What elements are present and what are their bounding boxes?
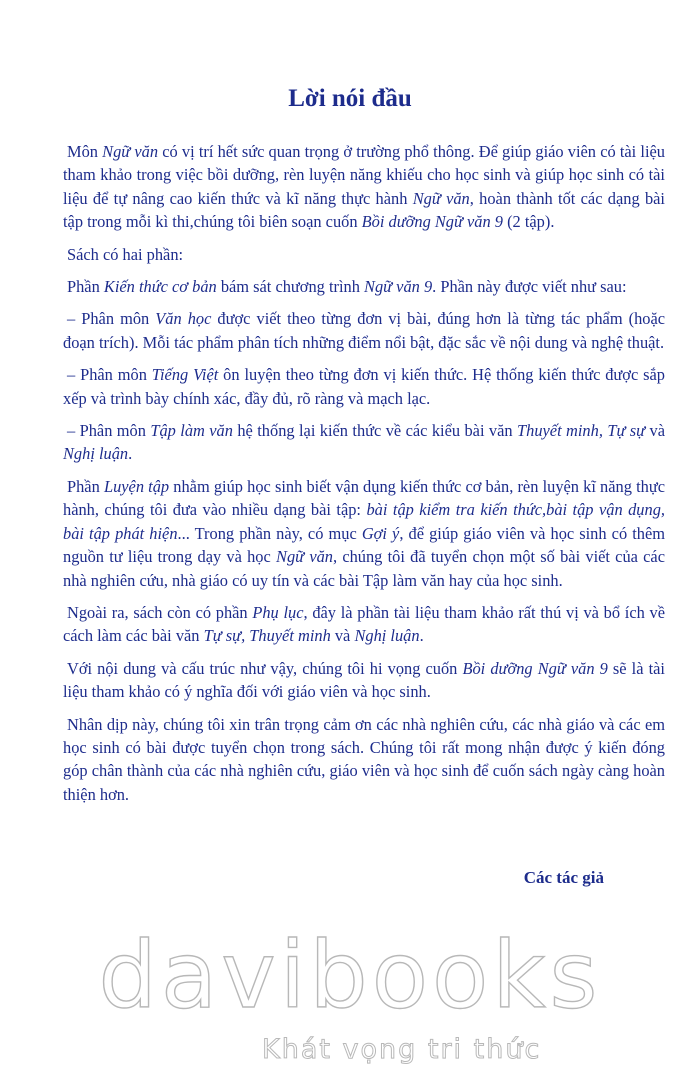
- paragraph-6: – Phân môn Tập làm văn hệ thống lại kiến thức về các kiểu bài văn Thuyết minh, Tự sự và Nghị luận.: [63, 421, 666, 464]
- watermark-logo: davibooks: [98, 922, 602, 1029]
- paragraph-10: Nhân dịp này, chúng tôi xin trân trọng cảm ơn các nhà nghiên cứu, các nhà giáo và các em học sinh có bài được tuyển chọn trong sách. Chúng tôi rất mong nhận được ý kiến đóng góp chân thành của các nhà nghiên cứu, giáo viên và học sinh để cuốn sách ngày càng hoàn thiện hơn.: [63, 714, 665, 804]
- paragraph-5: – Phân môn Tiếng Việt ôn luyện theo từng đơn vị kiến thức. Hệ thống kiến thức được sắp xếp và trình bày chính xác, đầy đủ, rõ ràng và mạch lạc.: [63, 365, 665, 408]
- watermark-tagline: Khát vọng tri thức: [262, 1034, 542, 1065]
- page-title: Lời nói đầu: [288, 85, 412, 112]
- signature: Các tác giả: [523, 868, 604, 887]
- paragraph-4: – Phân môn Văn học được viết theo từng đơn vị bài, đúng hơn là từng tác phẩm (hoặc đoạn trích). Mỗi tác phẩm phân tích những điểm nổi bật, đặc sắc về nội dung và nghệ thuật.: [63, 309, 666, 352]
- paragraph-8: Ngoài ra, sách còn có phần Phụ lục, đây là phần tài liệu tham khảo rất thú vị và bổ ích về cách làm các bài văn Tự sự, Thuyết minh và Nghị luận.: [63, 602, 665, 646]
- paragraph-9: Với nội dung và cấu trúc như vậy, chúng tôi hi vọng cuốn Bồi dưỡng Ngữ văn 9 sẽ là tài liệu tham khảo có ý nghĩa đối với giáo viên và học sinh.: [63, 658, 665, 702]
- paragraph-2: Sách có hai phần:: [67, 244, 184, 264]
- paragraph-1: Môn Ngữ văn có vị trí hết sức quan trọng ở trường phổ thông. Để giúp giáo viên có tài liệu tham khảo trong việc bồi dưỡng, rèn luyện năng khiếu cho học sinh và giúp học sinh có tài liệu để tự nâng cao kiến thức và kĩ năng thực hành Ngữ văn, hoàn thành tốt các dạng bài tập trong mỗi kì thi,chúng tôi biên soạn cuốn Bồi dưỡng Ngữ văn 9 (2 tập).: [63, 142, 665, 232]
- preface-body: [63, 140, 665, 815]
- paragraph-7: Phần Luyện tập nhằm giúp học sinh biết vận dụng kiến thức cơ bản, rèn luyện kĩ năng thực hành, chúng tôi đưa vào nhiều dạng bài tập: bài tập kiểm tra kiến thức,bài tập vận dụng, bài tập phát hiện... Trong phần này, có mục Gợi ý, để giúp giáo viên và học sinh có thêm nguồn tư liệu trong dạy và học Ngữ văn, chúng tôi đã tuyển chọn một số bài viết của các nhà nghiên cứu, nhà giáo có uy tín và các bài Tập làm văn hay của học sinh.: [63, 476, 666, 590]
- paragraph-3: Phần Kiến thức cơ bản bám sát chương trình Ngữ văn 9. Phần này được viết như sau:: [67, 277, 627, 297]
